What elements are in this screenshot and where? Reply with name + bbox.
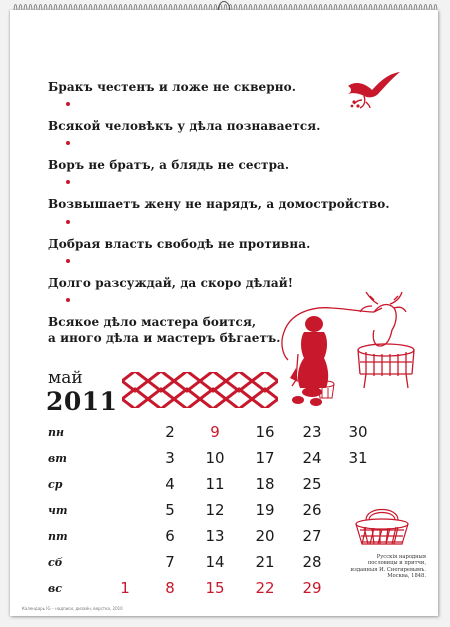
calendar-day: 29 (302, 579, 322, 597)
calendar-day: 30 (348, 423, 368, 441)
calendar-day: 19 (255, 501, 275, 519)
proverb-6: Долго разсуждай, да скоро дѣлай! (48, 276, 294, 290)
weekday-fri: пт (48, 530, 68, 543)
calendar-day: 14 (205, 553, 225, 571)
calendar-day: 28 (302, 553, 322, 571)
basket-icon (352, 500, 412, 548)
proverb-5: Добрая власть свободѣ не противна. (48, 237, 311, 251)
weekday-sat: сб (48, 556, 63, 569)
calendar-day: 24 (302, 449, 322, 467)
bullet-dot (66, 220, 70, 224)
calendar-day: 5 (165, 501, 175, 519)
caption-line: изданныя И. Снегиревымъ. (350, 566, 426, 573)
calendar-day: 2 (165, 423, 175, 441)
weekday-wed: ср (48, 478, 63, 491)
calendar-day: 4 (165, 475, 175, 493)
calendar-day: 18 (255, 475, 275, 493)
weekday-sun: вс (48, 582, 62, 595)
bullet-dot (66, 298, 70, 302)
calendar-day: 1 (120, 579, 130, 597)
calendar-day: 15 (205, 579, 225, 597)
footnote: Календарь IG – надписи, дизайн, верстка, 2010 (22, 606, 123, 611)
calendar-day: 12 (205, 501, 225, 519)
calendar-day: 26 (302, 501, 322, 519)
bullet-dot (66, 259, 70, 263)
swallow-icon (342, 66, 404, 110)
weekday-tue: вт (48, 452, 67, 465)
calendar-day: 31 (348, 449, 368, 467)
calendar-day: 17 (255, 449, 275, 467)
calendar-day: 9 (210, 423, 220, 441)
source-caption (338, 554, 426, 580)
calendar-day: 23 (302, 423, 322, 441)
calendar-day: 21 (255, 553, 275, 571)
calendar-day: 3 (165, 449, 175, 467)
caption-line: пословицы и притчи, (367, 560, 426, 567)
month-name: май (48, 368, 83, 388)
calendar-day: 10 (205, 449, 225, 467)
calendar-day: 27 (302, 527, 322, 545)
calendar-day: 20 (255, 527, 275, 545)
caption-line: Русскія народныя (376, 554, 426, 560)
calendar-day: 11 (205, 475, 225, 493)
cow-milking-illustration (270, 288, 420, 413)
bullet-dot (66, 141, 70, 145)
diamond-ornament (122, 372, 278, 408)
proverb-7-line-2: а иного дѣла и мастеръ бѣгаетъ. (48, 331, 281, 345)
weekday-mon: пн (48, 426, 65, 439)
proverb-7-line-1: Всякое дѣло мастера боится, (48, 315, 257, 329)
weekday-thu: чт (48, 504, 68, 517)
proverb-4: Возвышаетъ жену не нарядъ, а домостройство. (48, 197, 390, 211)
proverb-2: Всякой человѣкъ у дѣла познавается. (48, 119, 321, 133)
year-number: 2011 (46, 387, 118, 416)
proverb-3: Воръ не братъ, а блядь не сестра. (48, 158, 290, 172)
bullet-dot (66, 180, 70, 184)
calendar-day: 25 (302, 475, 322, 493)
calendar-day: 16 (255, 423, 275, 441)
calendar-day: 7 (165, 553, 175, 571)
caption-line: Москва, 1848. (387, 573, 426, 580)
calendar-day: 6 (165, 527, 175, 545)
calendar-day: 8 (165, 579, 175, 597)
proverb-1: Бракъ честенъ и ложе не скверно. (48, 80, 296, 94)
calendar-day: 13 (205, 527, 225, 545)
calendar-day: 22 (255, 579, 275, 597)
bullet-dot (66, 102, 70, 106)
